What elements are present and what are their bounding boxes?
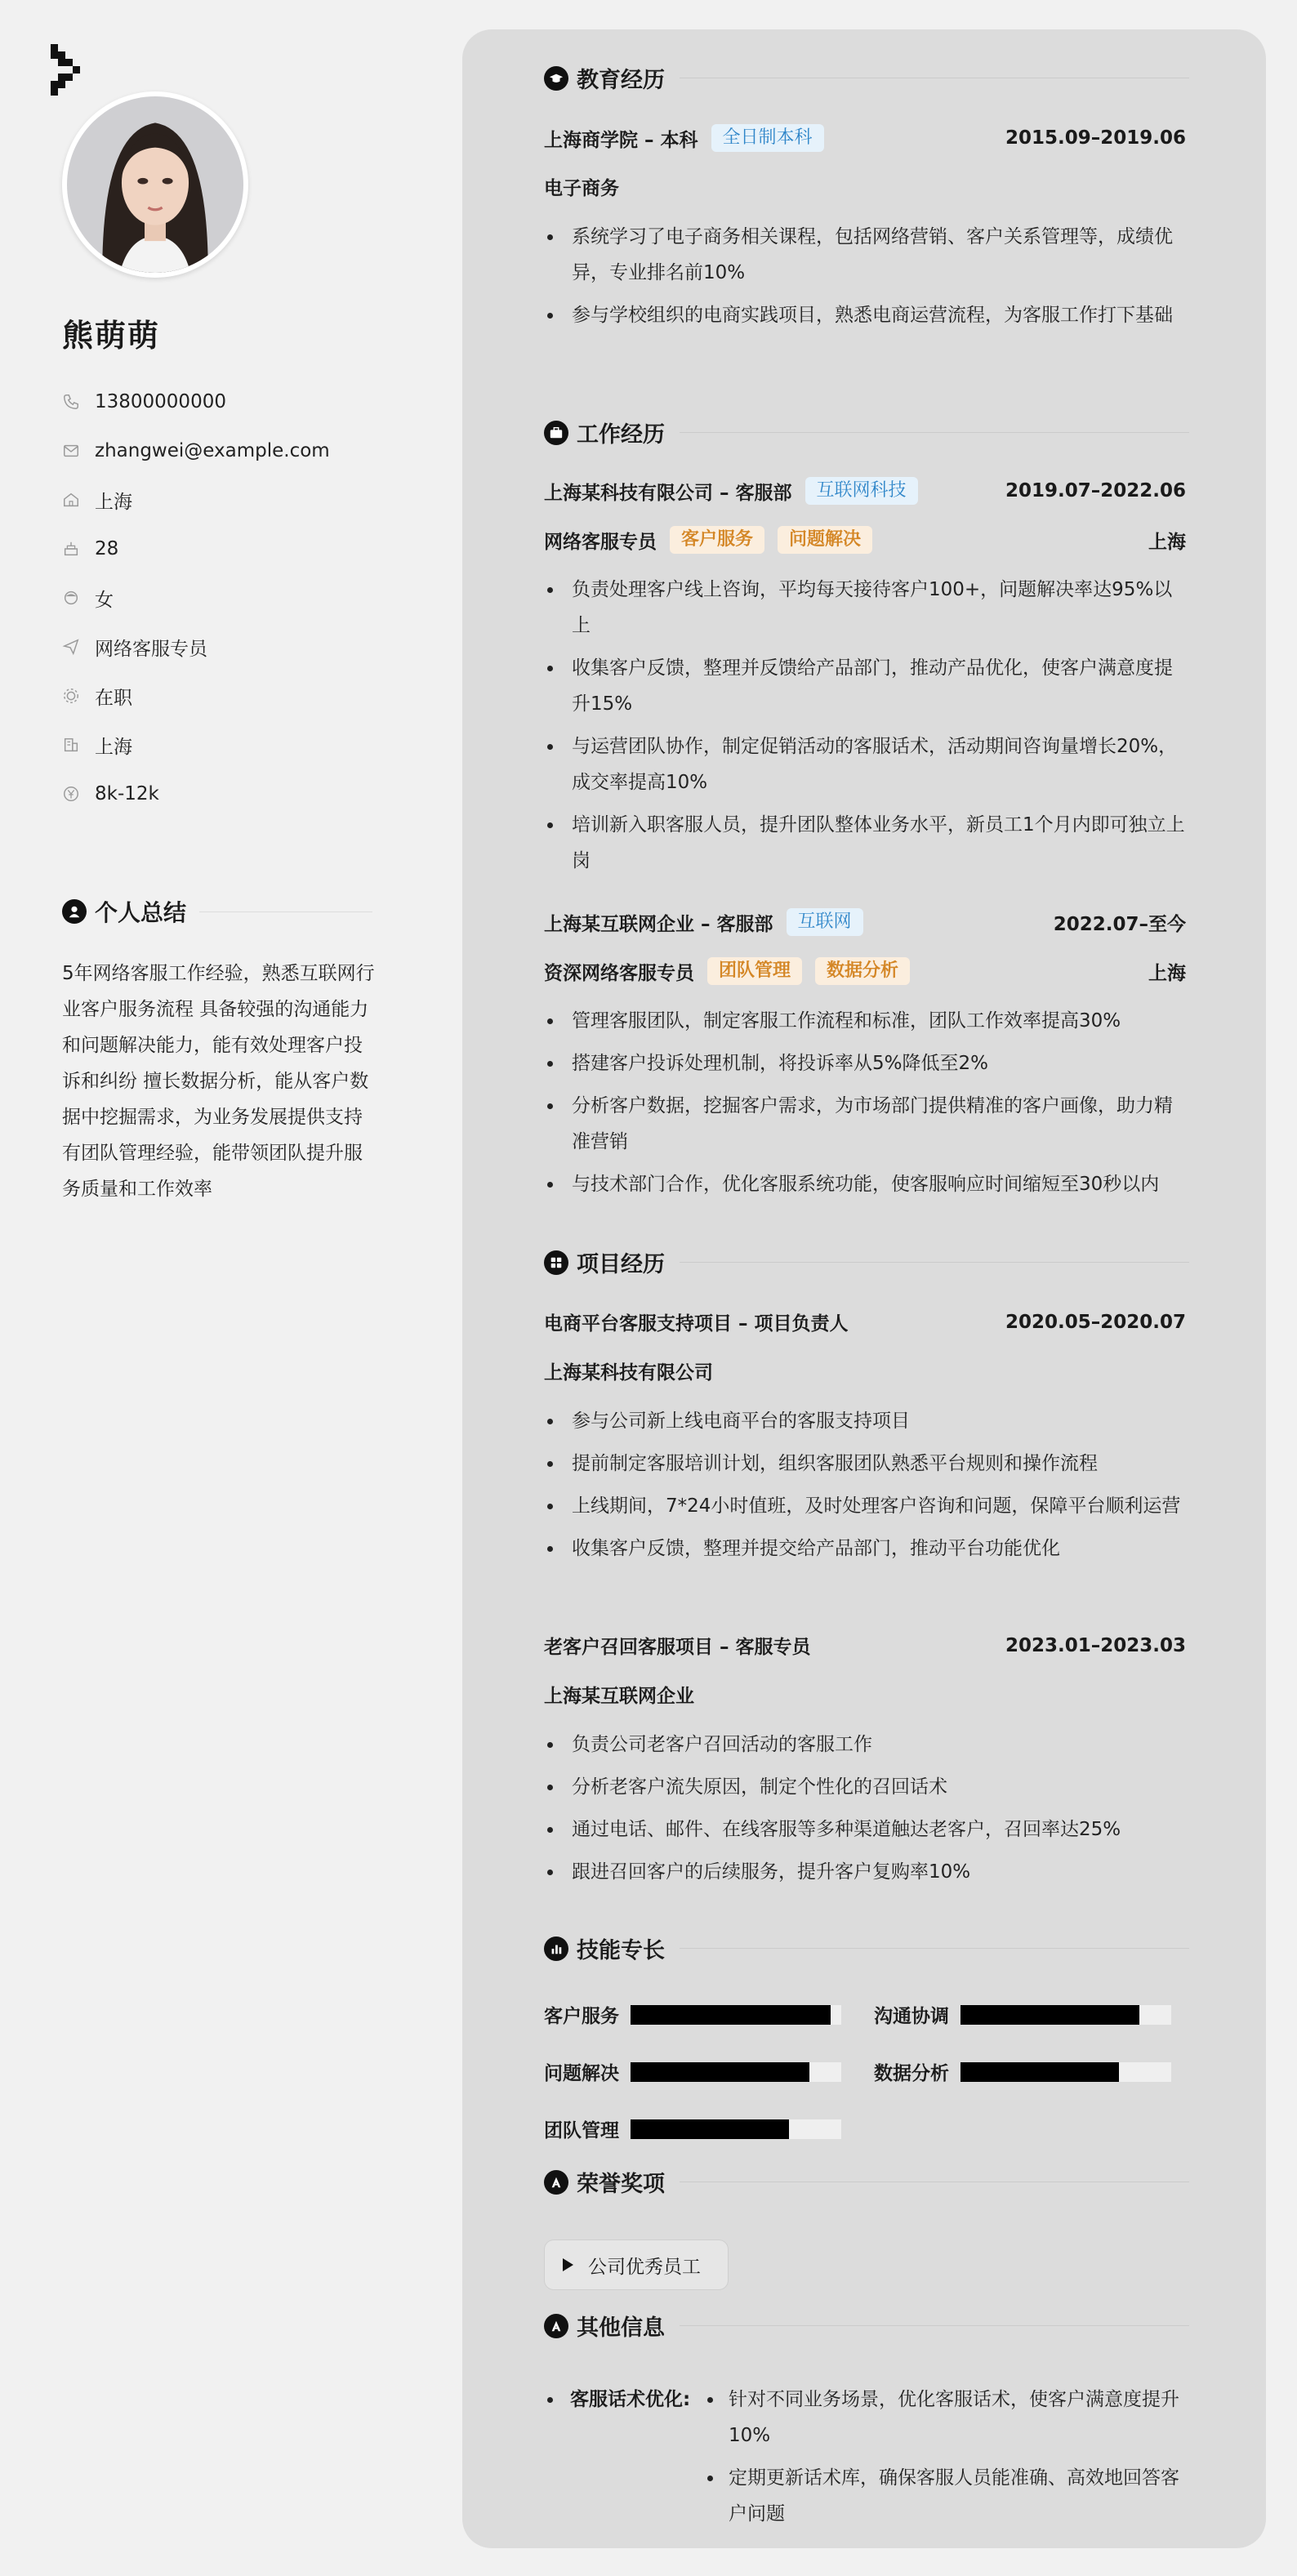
skill-name: 团队管理: [544, 2120, 619, 2141]
salary-icon: [62, 785, 80, 803]
skill-name: 沟通协调: [874, 2006, 949, 2027]
job-2-bullets: [544, 1003, 1186, 1209]
gender-icon: [62, 589, 80, 607]
info-gender: [62, 573, 330, 622]
list-item: 与运营团队协作，制定促销活动的客服话术，活动期间咨询量增长20%，成交率提高10%: [544, 729, 1186, 800]
job-1-header: [544, 477, 1186, 505]
divider: [680, 1948, 1189, 1949]
info-position: [62, 622, 330, 671]
briefcase-icon: [544, 421, 568, 445]
skill-bar: [631, 2005, 841, 2025]
work-heading: [544, 417, 1189, 448]
list-item: 参与学校组织的电商实践项目，熟悉电商运营流程，为客服工作打下基础: [544, 297, 1186, 333]
list-item: 培训新入职客服人员，提升团队整体业务水平，新员工1个月内即可独立上岗: [544, 807, 1186, 879]
job-1-role-row: [544, 526, 1186, 554]
info-email-text: zhangwei@example.com: [95, 440, 330, 461]
mail-icon: [62, 442, 80, 460]
list-item: 提前制定客服培训计划，组织客服团队熟悉平台规则和操作流程: [544, 1446, 1186, 1482]
list-item: 上线期间，7*24小时值班，及时处理客户咨询和问题，保障平台顺利运营: [544, 1488, 1186, 1524]
send-icon: [62, 638, 80, 656]
divider: [199, 911, 372, 912]
play-icon: [563, 2258, 573, 2271]
info-phone: [62, 377, 330, 426]
divider: [680, 432, 1189, 433]
job-1-date: 2019.07–2022.06: [1005, 480, 1186, 501]
award-icon: [544, 2170, 568, 2195]
contact-info-list: [62, 377, 330, 818]
honor-item[interactable]: [544, 2240, 729, 2290]
project-2-bullets: [544, 1727, 1186, 1896]
info-icon: [544, 2314, 568, 2338]
project-1-date: 2020.05–2020.07: [1005, 1311, 1186, 1333]
info-email: [62, 426, 330, 475]
projects-heading: [544, 1246, 1189, 1278]
job-1-industry: 互联网科技: [805, 477, 918, 505]
list-item: 与技术部门合作，优化客服系统功能，使客服响应时间缩短至30秒以内: [544, 1166, 1186, 1202]
summary-heading: [62, 895, 372, 928]
skill-bar-fill: [960, 2005, 1139, 2025]
job-2-header: [544, 908, 1186, 936]
education-title: 教育经历: [577, 68, 665, 93]
list-item: 分析客户数据，挖掘客户需求，为市场部门提供精准的客户画像，助力精准营销: [544, 1088, 1186, 1160]
info-gender-text: 女: [95, 589, 114, 611]
skill-problem-solving: [544, 2058, 841, 2085]
skill-bar-fill: [960, 2062, 1119, 2082]
education-heading: [544, 62, 1189, 94]
work-title: 工作经历: [577, 422, 665, 448]
list-item: 跟进召回客户的后续服务，提升客户复购率10%: [544, 1854, 1186, 1890]
info-phone-text: 13800000000: [95, 391, 226, 412]
info-salary: [62, 769, 330, 818]
info-city-text: 上海: [95, 491, 132, 513]
job-2-tag-1: 团队管理: [707, 957, 802, 985]
list-item: 负责处理客户线上咨询，平均每天接待客户100+，问题解决率达95%以上: [544, 572, 1186, 644]
sidebar: [0, 0, 441, 2576]
list-item: 管理客服团队，制定客服工作流程和标准，团队工作效率提高30%: [544, 1003, 1186, 1039]
list-item: 分析老客户流失原因，制定个性化的召回话术: [544, 1769, 1186, 1805]
other-bullets: [704, 2382, 1188, 2538]
skill-data-analysis: [874, 2058, 1171, 2085]
building-icon: [62, 736, 80, 754]
info-status-text: 在职: [95, 687, 132, 709]
info-salary-text: 8k-12k: [95, 783, 159, 804]
honor-item-label: 公司优秀员工: [588, 2256, 701, 2278]
main-panel: [462, 29, 1266, 2548]
skill-bar: [631, 2119, 841, 2139]
education-major-text: 电子商务: [544, 178, 619, 199]
summary-title: 个人总结: [95, 899, 187, 926]
job-2-date: 2022.07–至今: [1053, 913, 1186, 935]
list-item: 定期更新话术库，确保客服人员能准确、高效地回答客户问题: [704, 2460, 1188, 2532]
skill-bar-fill: [631, 2119, 789, 2139]
avatar: [62, 91, 248, 278]
skill-name: 客户服务: [544, 2006, 619, 2027]
status-icon: [62, 687, 80, 705]
list-item: 通过电话、邮件、在线客服等多种渠道触达老客户，召回率达25%: [544, 1812, 1186, 1847]
logo-icon: [51, 44, 83, 98]
list-item: 收集客户反馈，整理并反馈给产品部门，推动产品优化，使客户满意度提升15%: [544, 650, 1186, 722]
info-position-text: 网络客服专员: [95, 638, 207, 660]
user-icon: [62, 899, 87, 924]
divider: [680, 2325, 1189, 2326]
list-item: 系统学习了电子商务相关课程，包括网络营销、客户关系管理等，成绩优异，专业排名前10%: [544, 219, 1186, 291]
divider: [680, 1262, 1189, 1263]
graduation-cap-icon: [544, 66, 568, 91]
other-heading: [544, 2310, 1189, 2342]
cake-icon: [62, 540, 80, 558]
education-date: 2015.09–2019.06: [1005, 127, 1186, 149]
skill-bar: [631, 2062, 841, 2082]
education-row: [544, 124, 1186, 152]
info-work-city-text: 上海: [95, 736, 132, 758]
skill-team-management: [544, 2115, 841, 2142]
other-title: 其他信息: [577, 2315, 665, 2341]
skill-bar: [960, 2005, 1171, 2025]
list-item: 收集客户反馈，整理并提交给产品部门，推动平台功能优化: [544, 1531, 1186, 1567]
skill-bar-fill: [631, 2005, 831, 2025]
project-1-company-row: [544, 1357, 1186, 1384]
job-2-role: 资深网络客服专员: [544, 962, 694, 984]
job-2-company: 上海某互联网企业 – 客服部: [544, 913, 773, 935]
education-tag: 全日制本科: [711, 124, 824, 152]
job-2-role-row: [544, 957, 1186, 985]
list-item: 针对不同业务场景，优化客服话术，使客户满意度提升10%: [704, 2382, 1188, 2453]
skill-name: 数据分析: [874, 2063, 949, 2084]
education-bullets: [544, 219, 1186, 340]
project-2-company-row: [544, 1681, 1186, 1708]
phone-icon: [62, 393, 80, 411]
list-item: 参与公司新上线电商平台的客服支持项目: [544, 1403, 1186, 1439]
honors-title: 荣誉奖项: [577, 2172, 665, 2197]
summary-text: 5年网络客服工作经验，熟悉互联网行业客户服务流程 具备较强的沟通能力和问题解决能力，能有效处理客户投诉和纠纷 擅长数据分析，能从客户数据中挖掘需求，为业务发展提供支持 有团队管理经验，能带领团队提升服务质量和工作效率: [62, 963, 375, 1200]
job-1-bullets: [544, 572, 1186, 885]
job-2-industry: 互联网: [787, 908, 863, 936]
info-city: [62, 475, 330, 524]
education-major: [544, 173, 1186, 200]
skill-bar-fill: [631, 2062, 809, 2082]
project-1-name: 电商平台客服支持项目 – 项目负责人: [544, 1313, 849, 1335]
info-age-text: 28: [95, 538, 119, 559]
skill-name: 问题解决: [544, 2063, 619, 2084]
job-2-city: 上海: [1148, 962, 1186, 984]
skill-bar: [960, 2062, 1171, 2082]
skills-heading: [544, 1932, 1189, 1964]
skills-title: 技能专长: [577, 1938, 665, 1963]
skill-customer-service: [544, 2001, 841, 2028]
job-2-tag-2: 数据分析: [815, 957, 910, 985]
job-1-tag-2: 问题解决: [778, 526, 872, 554]
skill-communication: [874, 2001, 1171, 2028]
project-1-company: 上海某科技有限公司: [544, 1362, 713, 1384]
project-2-name: 老客户召回客服项目 – 客服专员: [544, 1637, 811, 1658]
projects-title: 项目经历: [577, 1252, 665, 1277]
info-work-city: [62, 720, 330, 769]
profile-name: 熊萌萌: [62, 318, 161, 354]
other-label: 客服话术优化:: [544, 2382, 690, 2418]
info-age: [62, 524, 330, 573]
project-2-header: [544, 1632, 1186, 1659]
project-2-date: 2023.01–2023.03: [1005, 1634, 1186, 1656]
info-status: [62, 671, 330, 720]
job-1-city: 上海: [1148, 531, 1186, 553]
list-item: 负责公司老客户召回活动的客服工作: [544, 1727, 1186, 1763]
grid-icon: [544, 1250, 568, 1275]
project-1-header: [544, 1308, 1186, 1335]
job-1-company: 上海某科技有限公司 – 客服部: [544, 482, 792, 504]
job-1-tag-1: 客户服务: [670, 526, 764, 554]
education-school: 上海商学院 – 本科: [544, 129, 698, 151]
project-2-company: 上海某互联网企业: [544, 1686, 694, 1707]
project-1-bullets: [544, 1403, 1186, 1573]
honors-heading: [544, 2166, 1189, 2198]
bar-chart-icon: [544, 1936, 568, 1961]
job-1-role: 网络客服专员: [544, 531, 657, 553]
home-icon: [62, 491, 80, 509]
list-item: 搭建客户投诉处理机制，将投诉率从5%降低至2%: [544, 1045, 1186, 1081]
